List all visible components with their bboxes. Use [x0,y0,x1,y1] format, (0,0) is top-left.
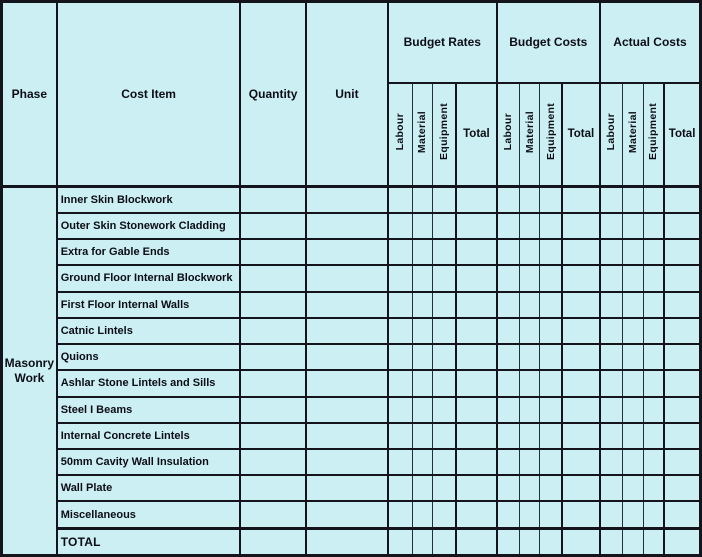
cost-item-label: Internal Concrete Lintels [57,423,241,449]
value-cell [622,318,643,344]
subcol-header-total: Total [456,83,496,186]
quantity-cell [240,449,305,475]
table-row [2,370,701,396]
value-cell [497,475,520,501]
quantity-cell [240,186,305,213]
value-cell [562,318,600,344]
material-label: Material [416,110,429,153]
value-cell [432,475,456,501]
cost-item-label: Catnic Lintels [57,318,241,344]
value-cell [643,344,664,370]
value-cell [540,265,562,291]
value-cell [412,370,432,396]
quantity-cell [240,370,305,396]
value-cell [497,239,520,265]
table-row [2,397,701,423]
cost-item-label: Wall Plate [57,475,241,501]
value-cell [643,265,664,291]
value-cell [540,370,562,396]
value-cell [562,423,600,449]
unit-cell [306,186,388,213]
value-cell [540,449,562,475]
cost-item-label: Ground Floor Internal Blockwork [57,265,241,291]
value-cell [456,397,496,423]
value-cell [412,449,432,475]
value-cell [600,423,622,449]
value-cell [664,292,700,318]
value-cell [388,292,412,318]
group-header-actual-costs: Actual Costs [600,2,701,83]
value-cell [622,528,643,555]
value-cell [622,423,643,449]
value-cell [562,213,600,239]
value-cell [600,213,622,239]
value-cell [456,239,496,265]
value-cell [664,397,700,423]
subcol-header-labour [388,83,412,186]
group-header-budget-rates: Budget Rates [388,2,496,83]
value-cell [520,370,540,396]
value-cell [540,292,562,318]
value-cell [562,528,600,555]
total-label: TOTAL [57,528,241,555]
value-cell [643,186,664,213]
col-header-cost-item: Cost Item [57,2,241,187]
value-cell [412,186,432,213]
quantity-cell [240,397,305,423]
value-cell [497,213,520,239]
value-cell [540,397,562,423]
value-cell [497,186,520,213]
value-cell [664,186,700,213]
value-cell [412,501,432,528]
value-cell [622,475,643,501]
value-cell [664,265,700,291]
value-cell [432,292,456,318]
value-cell [412,423,432,449]
value-cell [664,528,700,555]
total-row [2,528,701,555]
value-cell [497,528,520,555]
value-cell [388,186,412,213]
value-cell [540,318,562,344]
table-row [2,318,701,344]
subcol-header-equipment [540,83,562,186]
value-cell [388,265,412,291]
value-cell [497,292,520,318]
unit-cell [306,318,388,344]
value-cell [622,265,643,291]
cost-item-label: Extra for Gable Ends [57,239,241,265]
quantity-cell [240,475,305,501]
value-cell [562,449,600,475]
value-cell [520,344,540,370]
subcol-header-total: Total [562,83,600,186]
equipment-label: Equipment [438,103,451,161]
value-cell [412,397,432,423]
col-header-quantity: Quantity [240,2,305,187]
quantity-cell [240,318,305,344]
value-cell [497,370,520,396]
value-cell [388,397,412,423]
value-cell [600,265,622,291]
value-cell [432,344,456,370]
unit-cell [306,265,388,291]
value-cell [643,423,664,449]
value-cell [622,397,643,423]
labour-label: Labour [605,112,618,151]
value-cell [562,265,600,291]
value-cell [497,423,520,449]
equipment-label: Equipment [647,103,660,161]
cost-item-label: Quions [57,344,241,370]
value-cell [622,501,643,528]
value-cell [600,449,622,475]
cost-item-label: Ashlar Stone Lintels and Sills [57,370,241,396]
col-header-phase: Phase [2,2,57,187]
quantity-cell [240,292,305,318]
table-row [2,239,701,265]
value-cell [562,370,600,396]
quantity-cell [240,213,305,239]
value-cell [664,318,700,344]
value-cell [412,239,432,265]
value-cell [664,213,700,239]
value-cell [456,501,496,528]
value-cell [643,397,664,423]
value-cell [456,344,496,370]
value-cell [600,528,622,555]
table-row [2,344,701,370]
quantity-cell [240,344,305,370]
quantity-cell [240,501,305,528]
value-cell [643,239,664,265]
value-cell [412,318,432,344]
unit-cell [306,397,388,423]
value-cell [456,423,496,449]
value-cell [432,186,456,213]
value-cell [432,449,456,475]
phase-cell: Masonry Work [2,186,57,555]
value-cell [540,501,562,528]
value-cell [432,265,456,291]
value-cell [497,344,520,370]
value-cell [540,213,562,239]
table-row [2,213,701,239]
value-cell [520,186,540,213]
value-cell [600,501,622,528]
cost-item-label: Miscellaneous [57,501,241,528]
header-group-row [2,2,701,83]
value-cell [622,370,643,396]
unit-cell [306,370,388,396]
subcol-header-labour [600,83,622,186]
value-cell [562,397,600,423]
subcol-header-material [520,83,540,186]
value-cell [600,475,622,501]
unit-cell [306,475,388,501]
quantity-cell [240,265,305,291]
value-cell [456,186,496,213]
value-cell [520,239,540,265]
value-cell [412,213,432,239]
unit-cell [306,344,388,370]
value-cell [622,344,643,370]
value-cell [600,370,622,396]
value-cell [520,475,540,501]
value-cell [432,370,456,396]
subcol-header-equipment [643,83,664,186]
value-cell [520,292,540,318]
table-row [2,292,701,318]
value-cell [432,423,456,449]
value-cell [388,370,412,396]
table-row [2,449,701,475]
table-row [2,475,701,501]
value-cell [456,475,496,501]
value-cell [562,186,600,213]
quantity-cell [240,528,305,555]
cost-item-label: 50mm Cavity Wall Insulation [57,449,241,475]
value-cell [664,370,700,396]
unit-cell [306,239,388,265]
unit-cell [306,213,388,239]
subcol-header-equipment [432,83,456,186]
value-cell [432,318,456,344]
value-cell [643,292,664,318]
value-cell [562,292,600,318]
value-cell [412,265,432,291]
value-cell [664,475,700,501]
value-cell [643,213,664,239]
value-cell [497,318,520,344]
equipment-label: Equipment [544,103,557,161]
value-cell [643,318,664,344]
value-cell [664,344,700,370]
value-cell [540,239,562,265]
value-cell [388,423,412,449]
value-cell [412,344,432,370]
value-cell [600,186,622,213]
value-cell [456,292,496,318]
value-cell [412,528,432,555]
value-cell [622,292,643,318]
group-header-budget-costs: Budget Costs [497,2,600,83]
labour-label: Labour [502,112,515,151]
value-cell [600,344,622,370]
value-cell [388,501,412,528]
value-cell [643,449,664,475]
value-cell [600,397,622,423]
value-cell [520,265,540,291]
value-cell [520,423,540,449]
value-cell [664,423,700,449]
value-cell [643,475,664,501]
value-cell [562,239,600,265]
value-cell [622,449,643,475]
unit-cell [306,528,388,555]
material-label: Material [523,110,536,153]
value-cell [388,449,412,475]
value-cell [664,239,700,265]
value-cell [520,397,540,423]
value-cell [643,370,664,396]
cost-item-label: Steel I Beams [57,397,241,423]
value-cell [432,501,456,528]
value-cell [412,292,432,318]
value-cell [520,318,540,344]
value-cell [622,186,643,213]
subcol-header-total: Total [664,83,700,186]
unit-cell [306,501,388,528]
subcol-header-material [412,83,432,186]
col-header-unit: Unit [306,2,388,187]
value-cell [520,449,540,475]
subcol-header-material [622,83,643,186]
table-row [2,265,701,291]
value-cell [540,186,562,213]
value-cell [600,239,622,265]
subcol-header-labour [497,83,520,186]
value-cell [622,213,643,239]
value-cell [456,265,496,291]
value-cell [388,239,412,265]
value-cell [600,318,622,344]
value-cell [540,528,562,555]
value-cell [388,213,412,239]
value-cell [456,449,496,475]
value-cell [432,397,456,423]
value-cell [388,344,412,370]
value-cell [456,213,496,239]
material-label: Material [626,110,639,153]
value-cell [562,475,600,501]
value-cell [664,501,700,528]
value-cell [456,528,496,555]
value-cell [540,475,562,501]
value-cell [540,344,562,370]
value-cell [600,292,622,318]
quantity-cell [240,239,305,265]
value-cell [388,475,412,501]
cost-item-label: Inner Skin Blockwork [57,186,241,213]
value-cell [520,528,540,555]
value-cell [643,501,664,528]
value-cell [562,501,600,528]
unit-cell [306,292,388,318]
cost-item-label: Outer Skin Stonework Cladding [57,213,241,239]
value-cell [664,449,700,475]
value-cell [388,528,412,555]
value-cell [520,501,540,528]
value-cell [388,318,412,344]
labour-label: Labour [394,112,407,151]
value-cell [562,344,600,370]
table-row [2,423,701,449]
value-cell [412,475,432,501]
value-cell [432,213,456,239]
unit-cell [306,423,388,449]
value-cell [643,528,664,555]
table-row [2,501,701,528]
quantity-cell [240,423,305,449]
value-cell [456,370,496,396]
unit-cell [306,449,388,475]
value-cell [622,239,643,265]
value-cell [432,239,456,265]
value-cell [432,528,456,555]
table-row [2,186,701,213]
value-cell [497,265,520,291]
cost-item-label: First Floor Internal Walls [57,292,241,318]
value-cell [540,423,562,449]
value-cell [456,318,496,344]
value-cell [497,397,520,423]
value-cell [497,501,520,528]
value-cell [497,449,520,475]
value-cell [520,213,540,239]
